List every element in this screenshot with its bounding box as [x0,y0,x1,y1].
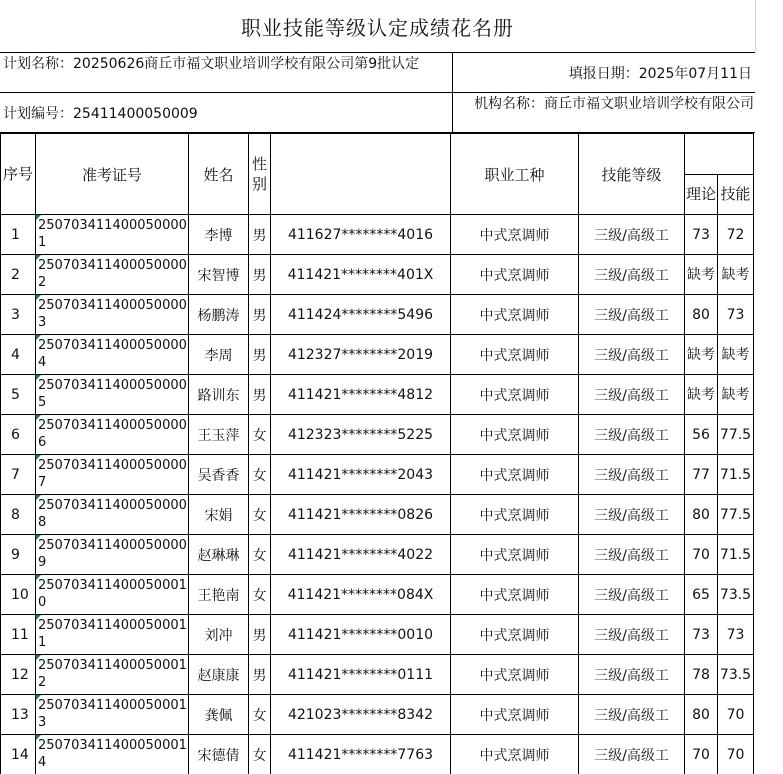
number-as-text-indicator-icon [36,495,41,500]
occupation-cell: 中式烹调师 [451,495,579,535]
occupation-cell: 中式烹调师 [451,735,579,774]
level-cell: 三级/高级工 [579,375,685,415]
skill-score-cell: 73.5 [718,655,754,695]
table-row [1,615,754,655]
theory-score-cell: 65 [685,575,718,615]
gender-cell: 男 [249,215,271,255]
gender-cell: 女 [249,575,271,615]
exam-id-cell: 2507034114000500014 [36,735,189,774]
header-exam-id: 准考证号 [36,134,189,215]
exam-id-cell: 2507034114000500006 [36,415,189,455]
row-seq: 3 [1,295,36,335]
table-row [1,695,754,735]
gender-cell: 男 [249,255,271,295]
header-theory: 理论 [685,174,718,215]
id-card-cell: 421023********8342 [271,695,451,735]
exam-id-cell: 2507034114000500007 [36,455,189,495]
occupation-cell: 中式烹调师 [451,695,579,735]
number-as-text-indicator-icon [36,655,41,660]
gender-cell: 女 [249,535,271,575]
number-as-text-indicator-icon [36,215,41,220]
number-as-text-indicator-icon [36,575,41,580]
level-cell: 三级/高级工 [579,455,685,495]
theory-score-cell: 70 [685,735,718,774]
name-cell: 赵康康 [189,655,249,695]
name-cell: 杨鹏涛 [189,295,249,335]
row-seq: 14 [1,735,36,774]
level-cell: 三级/高级工 [579,735,685,774]
exam-id-cell: 2507034114000500004 [36,335,189,375]
exam-id-cell: 2507034114000500010 [36,575,189,615]
table-row [1,735,754,774]
id-card-cell: 411421********0111 [271,655,451,695]
table-row [1,255,754,295]
level-cell: 三级/高级工 [579,695,685,735]
theory-score-cell: 73 [685,615,718,655]
level-cell: 三级/高级工 [579,575,685,615]
id-card-cell: 411421********7763 [271,735,451,774]
table-row [1,415,754,455]
occupation-cell: 中式烹调师 [451,455,579,495]
theory-score-cell: 56 [685,415,718,455]
table-row [1,375,754,415]
exam-id-cell: 2507034114000500005 [36,375,189,415]
table-row [1,215,754,255]
skill-score-cell: 71.5 [718,455,754,495]
number-as-text-indicator-icon [36,455,41,460]
number-as-text-indicator-icon [36,295,41,300]
number-as-text-indicator-icon [36,535,41,540]
occupation-cell: 中式烹调师 [451,215,579,255]
plan-number: 计划编号：25411400050009 [3,106,198,122]
gender-cell: 女 [249,455,271,495]
number-as-text-indicator-icon [36,735,41,740]
level-cell: 三级/高级工 [579,215,685,255]
gender-cell: 女 [249,695,271,735]
number-as-text-indicator-icon [36,335,41,340]
table-row [1,655,754,695]
level-cell: 三级/高级工 [579,415,685,455]
id-card-cell: 411421********401X [271,255,451,295]
name-cell: 王玉萍 [189,415,249,455]
gender-cell: 女 [249,495,271,535]
theory-score-cell: 73 [685,215,718,255]
occupation-cell: 中式烹调师 [451,295,579,335]
header-seq: 序号 [1,134,36,215]
occupation-cell: 中式烹调师 [451,575,579,615]
header-id-card [271,134,451,215]
row-seq: 6 [1,415,36,455]
occupation-cell: 中式烹调师 [451,535,579,575]
gender-cell: 男 [249,375,271,415]
row-seq: 13 [1,695,36,735]
skill-score-cell: 77.5 [718,415,754,455]
theory-score-cell: 缺考 [685,255,718,295]
level-cell: 三级/高级工 [579,535,685,575]
row-seq: 10 [1,575,36,615]
exam-id-cell: 2507034114000500012 [36,655,189,695]
theory-score-cell: 80 [685,295,718,335]
score-table [0,133,754,774]
name-cell: 李博 [189,215,249,255]
fill-date: 填报日期：2025年07月11日 [568,66,752,82]
row-seq: 11 [1,615,36,655]
skill-score-cell: 73 [718,295,754,335]
exam-id-cell: 2507034114000500009 [36,535,189,575]
skill-score-cell: 缺考 [718,375,754,415]
org-name: 机构名称：商丘市福文职业培训学校有限公司 [474,96,754,112]
row-seq: 12 [1,655,36,695]
header-name: 姓名 [189,134,249,215]
table-row [1,535,754,575]
name-cell: 龚佩 [189,695,249,735]
skill-score-cell: 71.5 [718,535,754,575]
skill-score-cell: 缺考 [718,335,754,375]
exam-id-cell: 2507034114000500002 [36,255,189,295]
header-score-group [685,134,754,175]
theory-score-cell: 70 [685,535,718,575]
id-card-cell: 411421********4022 [271,535,451,575]
row-seq: 8 [1,495,36,535]
table-row [1,455,754,495]
skill-score-cell: 73.5 [718,575,754,615]
name-cell: 赵琳琳 [189,535,249,575]
table-row [1,575,754,615]
level-cell: 三级/高级工 [579,655,685,695]
id-card-cell: 411627********4016 [271,215,451,255]
theory-score-cell: 80 [685,495,718,535]
id-card-cell: 411421********0010 [271,615,451,655]
id-card-cell: 412327********2019 [271,335,451,375]
id-card-cell: 412323********5225 [271,415,451,455]
exam-id-cell: 2507034114000500011 [36,615,189,655]
name-cell: 宋德倩 [189,735,249,774]
id-card-cell: 411421********4812 [271,375,451,415]
header-gender: 性别 [249,134,271,215]
number-as-text-indicator-icon [36,375,41,380]
skill-score-cell: 77.5 [718,495,754,535]
id-card-cell: 411424********5496 [271,295,451,335]
level-cell: 三级/高级工 [579,495,685,535]
exam-id-cell: 2507034114000500008 [36,495,189,535]
id-card-cell: 411421********084X [271,575,451,615]
plan-name: 计划名称：20250626商丘市福文职业培训学校有限公司第9批认定 [3,56,420,72]
column-gridline [755,0,756,52]
level-cell: 三级/高级工 [579,615,685,655]
gender-cell: 女 [249,735,271,774]
level-cell: 三级/高级工 [579,335,685,375]
number-as-text-indicator-icon [36,255,41,260]
number-as-text-indicator-icon [36,695,41,700]
table-row [1,295,754,335]
level-cell: 三级/高级工 [579,255,685,295]
row-seq: 5 [1,375,36,415]
skill-score-cell: 72 [718,215,754,255]
name-cell: 李周 [189,335,249,375]
row-seq: 9 [1,535,36,575]
table-row [1,335,754,375]
theory-score-cell: 80 [685,695,718,735]
skill-score-cell: 70 [718,695,754,735]
row-seq: 4 [1,335,36,375]
name-cell: 宋娟 [189,495,249,535]
level-cell: 三级/高级工 [579,295,685,335]
occupation-cell: 中式烹调师 [451,615,579,655]
name-cell: 路训东 [189,375,249,415]
header-skill: 技能 [718,174,754,215]
exam-id-cell: 2507034114000500001 [36,215,189,255]
gender-cell: 女 [249,415,271,455]
meta-divider [0,92,755,93]
number-as-text-indicator-icon [36,415,41,420]
gender-cell: 男 [249,615,271,655]
occupation-cell: 中式烹调师 [451,335,579,375]
row-seq: 1 [1,215,36,255]
gender-cell: 男 [249,335,271,375]
skill-score-cell: 70 [718,735,754,774]
occupation-cell: 中式烹调师 [451,655,579,695]
row-seq: 7 [1,455,36,495]
name-cell: 刘冲 [189,615,249,655]
gender-cell: 男 [249,295,271,335]
table-row [1,495,754,535]
id-card-cell: 411421********0826 [271,495,451,535]
theory-score-cell: 缺考 [685,375,718,415]
id-card-cell: 411421********2043 [271,455,451,495]
theory-score-cell: 缺考 [685,335,718,375]
exam-id-cell: 2507034114000500003 [36,295,189,335]
header-level: 技能等级 [579,134,685,215]
row-seq: 2 [1,255,36,295]
name-cell: 宋智博 [189,255,249,295]
skill-score-cell: 73 [718,615,754,655]
header-occupation: 职业工种 [451,134,579,215]
number-as-text-indicator-icon [36,615,41,620]
skill-score-cell: 缺考 [718,255,754,295]
theory-score-cell: 78 [685,655,718,695]
page-title: 职业技能等级认定成绩花名册 [0,0,755,53]
exam-id-cell: 2507034114000500013 [36,695,189,735]
gender-cell: 男 [249,655,271,695]
name-cell: 王艳南 [189,575,249,615]
occupation-cell: 中式烹调师 [451,375,579,415]
name-cell: 吴香香 [189,455,249,495]
theory-score-cell: 77 [685,455,718,495]
occupation-cell: 中式烹调师 [451,255,579,295]
occupation-cell: 中式烹调师 [451,415,579,455]
